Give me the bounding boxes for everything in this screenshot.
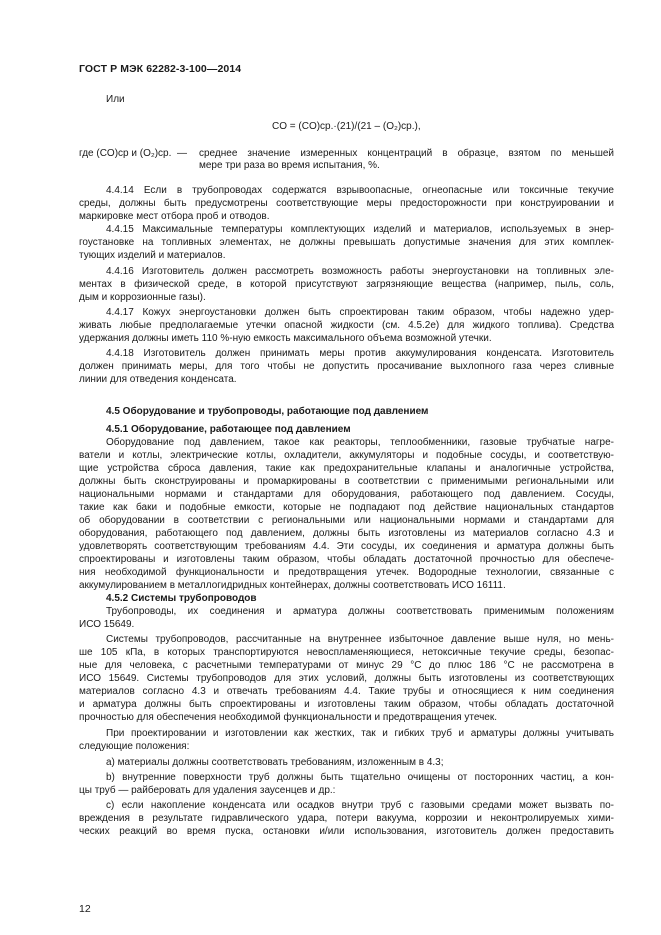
paragraph-line: спроектированы и изготовлены таким образом, чтобы обладать достаточной прочностью для обеспече- bbox=[79, 554, 614, 565]
list-item: b) внутренние поверхности труб должны быть тщательно очищены от посторонних частиц, а кон- bbox=[106, 772, 614, 783]
paragraph-line: ния необходимой функциональности и предотвращения утечек. Водородные технологии, связанные с bbox=[79, 567, 614, 578]
paragraph-line: тующих изделий и материалов. bbox=[79, 250, 226, 261]
intro-or: Или bbox=[106, 94, 125, 105]
paragraph-line: линии для отведения конденсата. bbox=[79, 374, 237, 385]
paragraph-line: об оборудовании в соответствии с региональными или национальными нормами и стандартами для bbox=[79, 515, 614, 526]
paragraph-line: 4.4.16 Изготовитель должен рассмотреть возможность работы энергоустановки на топливных эле- bbox=[106, 266, 614, 277]
paragraph-line: маркировке мест отбора проб и отводов. bbox=[79, 211, 270, 222]
paragraph-line: ные для человека, с расчетными температурами от минус 29 °С до плюс 186 °С не рассмотрена в bbox=[79, 660, 614, 671]
where-label: где (CO)ср и (O₂)ср. bbox=[79, 148, 172, 159]
paragraph-line: ментах в физической среде, в которой присутствуют загрязняющие вещества (например, пыль, соль, bbox=[79, 279, 614, 290]
paragraph-line: материалов согласно 4.3 и отвечать требованиям 4.4. Такие трубы и относящиеся к ним соединения bbox=[79, 686, 614, 697]
paragraph-line: 4.4.14 Если в трубопроводах содержатся взрывоопасные, огнеопасные или токсичные текучие bbox=[106, 185, 614, 196]
list-item: a) материалы должны соответствовать требованиям, изложенным в 4.3; bbox=[106, 757, 444, 768]
paragraph-line: ИСО 15649. bbox=[79, 619, 135, 630]
paragraph-line: Трубопроводы, их соединения и арматура должны соответствовать применимым положениям bbox=[106, 606, 614, 617]
paragraph-line: гоустановке на топливных элементах, не должны превышать допустимые значения для этих комплек- bbox=[79, 237, 614, 248]
paragraph-line: аккумулированием в металлогидридных контейнерах, должны соответствовать ИСО 16111. bbox=[79, 580, 506, 591]
paragraph-line: среды, должны быть предусмотрены соответствующие меры предосторожности при конструировании и bbox=[79, 198, 614, 209]
section-heading: 4.5 Оборудование и трубопроводы, работающие под давлением bbox=[106, 406, 429, 417]
paragraph-line: 4.4.18 Изготовитель должен принимать меры против аккумулирования конденсата. Изготовитель bbox=[106, 348, 614, 359]
paragraph-line: прочностью для обеспечения необходимой функциональности и предотвращения утечек. bbox=[79, 712, 498, 723]
paragraph-line: щие устройства сброса давления, такие как предохранительные клапаны и аналогичные устройства, bbox=[79, 463, 614, 474]
paragraph-line: национальными нормами и стандартами для оборудования, работающего под давлением. Сосуды, bbox=[79, 489, 614, 500]
paragraph-line: должен принимать меры, для того чтобы не допустить просачивание выхлопного газа через сливные bbox=[79, 361, 614, 372]
paragraph-line: Оборудование под давлением, такое как реакторы, теплообменники, газовые трубчатые нагре- bbox=[106, 437, 614, 448]
list-item-continuation: вреждения в результате гидравлического удара, потери вакуума, коррозии и неконтролируемых хими- bbox=[79, 813, 614, 824]
list-item-continuation: цы труб — райберовать для удаления заусенцев и др.: bbox=[79, 785, 336, 796]
paragraph-line: и арматура должны быть спроектированы и изготовлены таким образом, чтобы обладать достаточной bbox=[79, 699, 614, 710]
paragraph-line: удержания должны иметь 110 %-ную емкость максимального объема возможной утечки. bbox=[79, 333, 492, 344]
document-header: ГОСТ Р МЭК 62282-3-100—2014 bbox=[79, 63, 242, 75]
paragraph-line: 4.4.15 Максимальные температуры комплектующих изделий и материалов, используемых в энер- bbox=[106, 224, 614, 235]
paragraph-line: удовлетворять соответствующим требованиям 4.4. Эти сосуды, их соединения и арматура должны быть bbox=[79, 541, 614, 552]
subsection-heading: 4.5.2 Системы трубопроводов bbox=[106, 593, 257, 604]
paragraph-line: Системы трубопроводов, рассчитанные на внутреннее избыточное давление выше нуля, но мень- bbox=[106, 634, 614, 645]
paragraph-line: 4.4.17 Кожух энергоустановки должен быть спроектирован таким образом, чтобы надежно удер- bbox=[106, 307, 614, 318]
subsection-heading: 4.5.1 Оборудование, работающее под давлением bbox=[106, 424, 351, 435]
paragraph-line: дым и коррозионные газы). bbox=[79, 292, 206, 303]
paragraph-line: оборудования, работающего под давлением, должны быть изготовлены из материалов согласно 4.3 и bbox=[79, 528, 614, 539]
paragraph-line: следующие положения: bbox=[79, 741, 190, 752]
paragraph-line: ватели и котлы, электрические котлы, охладители, аккумуляторы и подобные сосуды, и соответствую- bbox=[79, 450, 614, 461]
paragraph-line: ше 105 кПа, в которых транспортируются невоспламеняющиеся, нетоксичные текучие среды, безопас- bbox=[79, 647, 614, 658]
where-definition-line: мере три раза во время испытания, %. bbox=[199, 160, 380, 171]
paragraph-line: должны быть сконструированы и промаркированы в соответствии с применимыми региональными или bbox=[79, 476, 614, 487]
paragraph-line: живать любые предполагаемые утечки опасной жидкости (см. 4.5.2е) для жидкого топлива). Средства bbox=[79, 320, 614, 331]
formula: CO = (CO)ср.·(21)/(21 – (O₂)ср.), bbox=[272, 121, 421, 132]
paragraph-line: При проектировании и изготовлении как жестких, так и гибких труб и арматуры должны учитывать bbox=[106, 728, 614, 739]
list-item-continuation: ческих реакций во время пуска, остановки и/или использования, изготовитель должен предоставить bbox=[79, 826, 614, 837]
list-item: c) если накопление конденсата или осадков внутри труб с газовыми средами может вызвать по- bbox=[106, 800, 614, 811]
page-number: 12 bbox=[79, 903, 91, 915]
paragraph-line: ИСО 15649. Системы трубопроводов для этих условий, должны быть изготовлены из соответствующих bbox=[79, 673, 614, 684]
paragraph-line: такие как баки и подобные емкости, которые не подпадают под действие национальных стандартов bbox=[79, 502, 614, 513]
where-dash: — bbox=[177, 148, 187, 159]
where-definition-line: среднее значение измеренных концентраций в образце, взятом по меньшей bbox=[199, 148, 614, 159]
